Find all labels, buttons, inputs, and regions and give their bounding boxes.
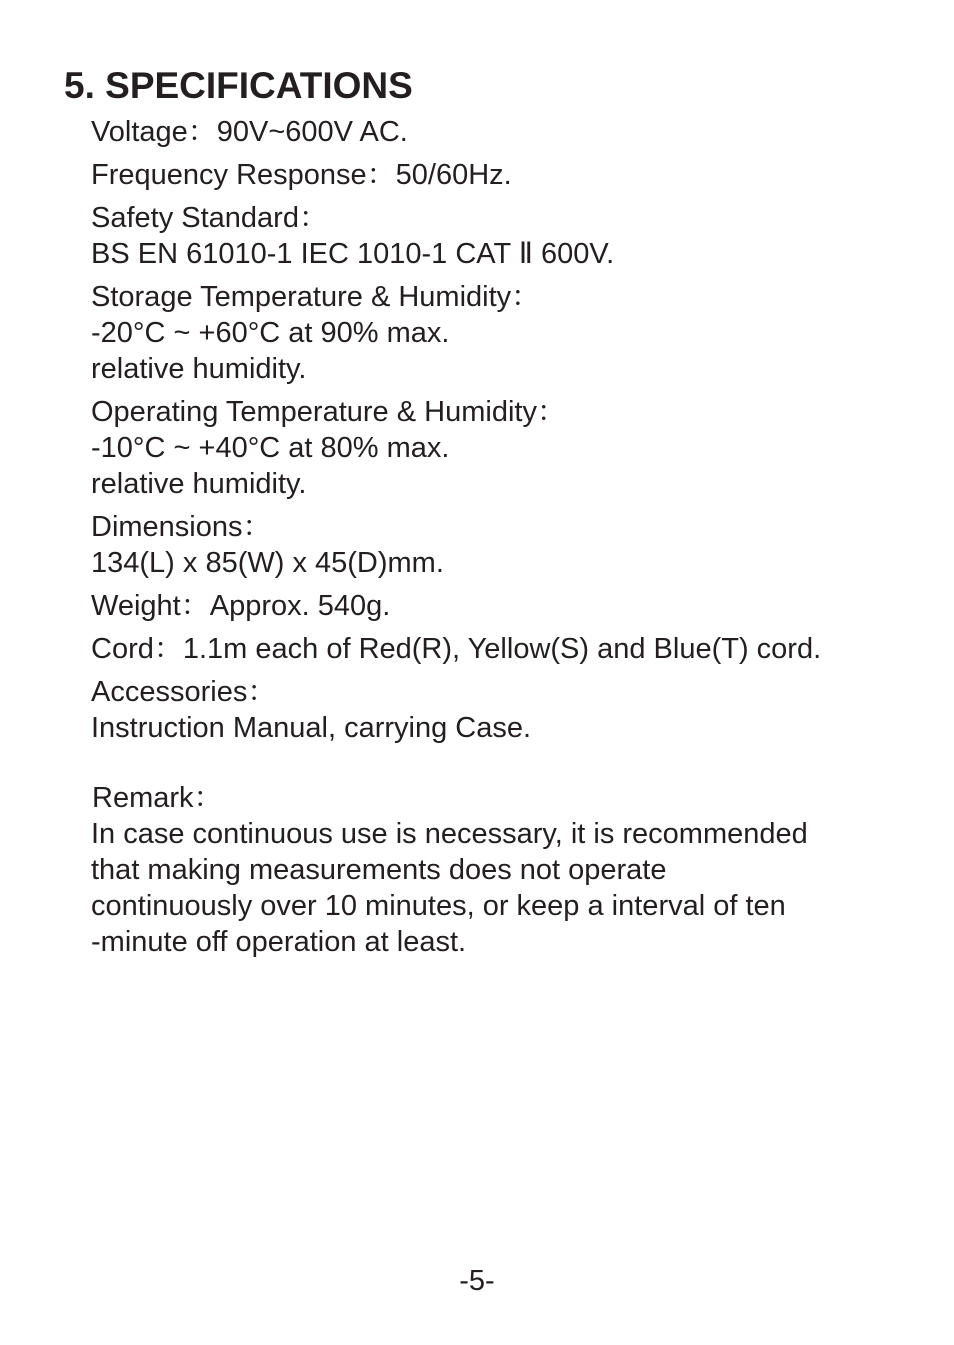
spec-voltage	[91, 114, 941, 150]
spec-accessories-value: Instruction Manual, carrying Case.	[91, 712, 532, 744]
remark-line: -minute off operation at least.	[91, 926, 467, 958]
spec-operating-humidity: relative humidity.	[91, 468, 307, 500]
spec-dimensions	[91, 509, 941, 581]
spec-accessories	[91, 674, 941, 746]
spec-storage-conditions	[91, 279, 941, 387]
remark-label: Remark：	[92, 782, 223, 814]
spec-safety-standard	[91, 200, 941, 272]
spec-frequency-text: Frequency Response：50/60Hz.	[91, 159, 512, 191]
spec-operating-conditions	[91, 394, 941, 502]
remark-line: continuously over 10 minutes, or keep a interval of ten	[91, 890, 786, 922]
spec-storage-range: -20°C ~ +60°C at 90% max.	[91, 317, 450, 349]
page-number: -5-	[459, 1265, 495, 1297]
spec-storage-label: Storage Temperature & Humidity：	[91, 281, 541, 313]
specifications-list	[91, 114, 941, 753]
spec-accessories-label: Accessories：	[91, 676, 277, 708]
spec-voltage-text: Voltage：90V~600V AC.	[91, 116, 408, 148]
remark-line: that making measurements does not operate	[91, 854, 667, 886]
remark-line: In case continuous use is necessary, it is recommended	[91, 818, 808, 850]
spec-dimensions-value: 134(L) x 85(W) x 45(D)mm.	[91, 547, 444, 579]
spec-frequency-response	[91, 157, 941, 193]
spec-safety-value: BS EN 61010-1 IEC 1010-1 CAT Ⅱ 600V.	[91, 238, 615, 270]
spec-cord	[91, 631, 941, 667]
spec-weight-text: Weight：Approx. 540g.	[91, 590, 391, 622]
spec-safety-label: Safety Standard：	[91, 202, 328, 234]
spec-weight	[91, 588, 941, 624]
spec-storage-humidity: relative humidity.	[91, 353, 307, 385]
remark-section	[91, 780, 941, 960]
spec-cord-text: Cord：1.1m each of Red(R), Yellow(S) and Blue(T) cord.	[91, 633, 822, 665]
page-title: 5. SPECIFICATIONS	[64, 65, 413, 106]
spec-operating-label: Operating Temperature & Humidity：	[91, 396, 566, 428]
spec-operating-range: -10°C ~ +40°C at 80% max.	[91, 432, 450, 464]
spec-dimensions-label: Dimensions：	[91, 511, 272, 543]
